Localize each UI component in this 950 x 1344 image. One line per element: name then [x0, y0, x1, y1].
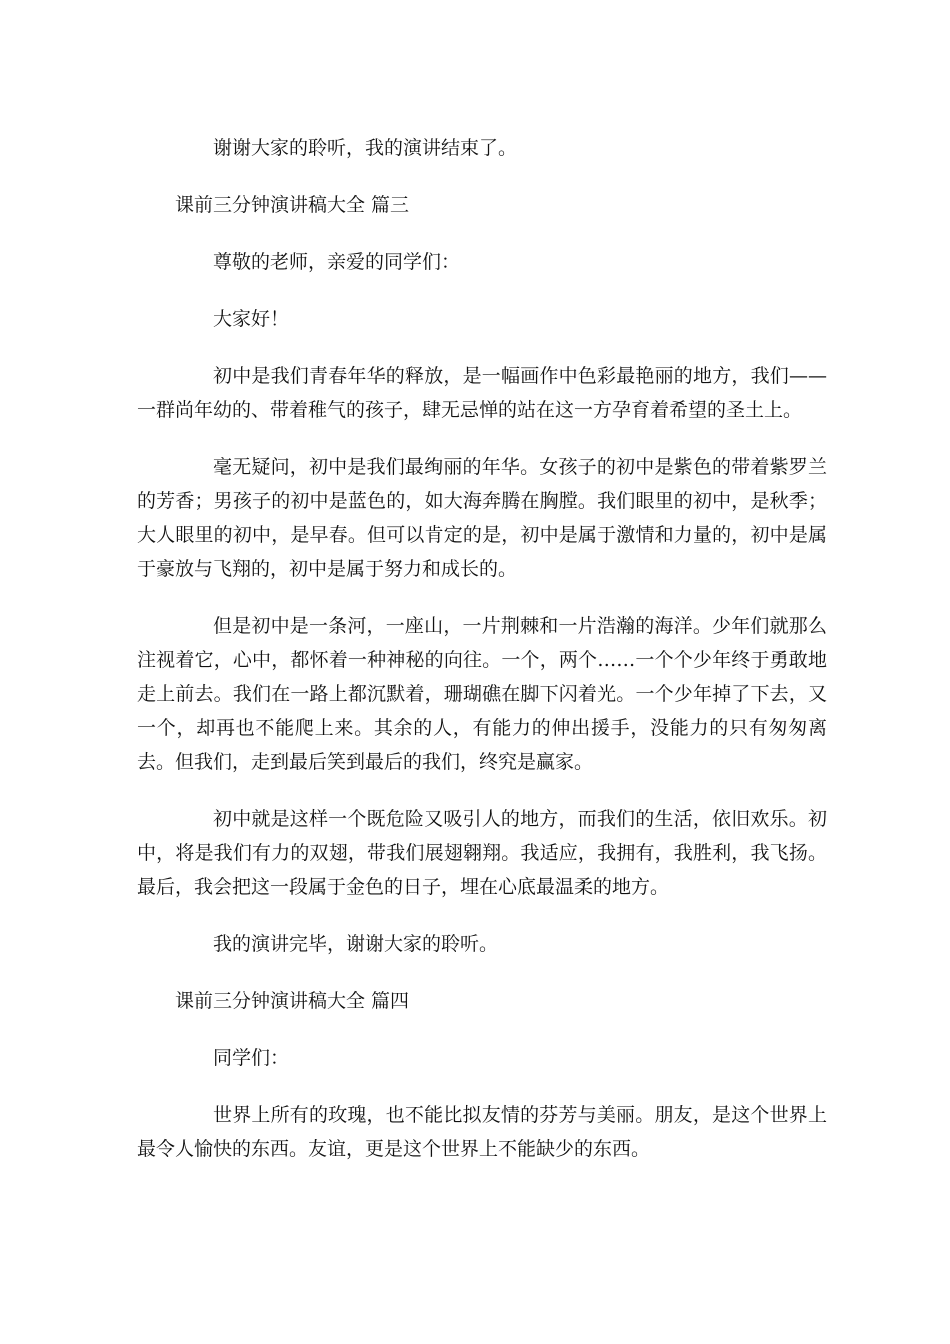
body-paragraph: 毫无疑问，初中是我们最绚丽的年华。女孩子的初中是紫色的带着紫罗兰的芳香；男孩子的初中是蓝色的，如大海奔腾在胸膛。我们眼里的初中，是秋季；大人眼里的初中，是早春。但可以肯定的是，初中是属于激情和力量的，初中是属于豪放与飞翔的，初中是属于努力和成长的。 — [137, 456, 827, 580]
greeting: 大家好！ — [213, 308, 290, 330]
section-heading-4: 课前三分钟演讲稿大全 篇四 — [175, 990, 410, 1012]
body-paragraph: 世界上所有的玫瑰，也不能比拟友情的芬芳与美丽。朋友，是这个世界上最令人愉快的东西。友谊，更是这个世界上不能缺少的东西。 — [137, 1104, 827, 1160]
document-page — [137, 131, 827, 1189]
salutation: 同学们： — [213, 1047, 290, 1069]
body-paragraph: 但是初中是一条河，一座山，一片荆棘和一片浩瀚的海洋。少年们就那么注视着它，心中，都怀着一种神秘的向往。一个，两个……一个个少年终于勇敢地走上前去。我们在一路上都沉默着，珊瑚礁在脚下闪着光。一个少年掉了下去，又一个，却再也不能爬上来。其余的人，有能力的伸出援手，没能力的只有匆匆离去。但我们，走到最后笑到最后的我们，终究是赢家。 — [137, 615, 827, 773]
section-heading-3: 课前三分钟演讲稿大全 篇三 — [175, 194, 410, 216]
closing-line: 我的演讲完毕，谢谢大家的聆听。 — [213, 933, 499, 955]
closing-line: 谢谢大家的聆听，我的演讲结束了。 — [213, 137, 518, 159]
body-paragraph: 初中是我们青春年华的释放，是一幅画作中色彩最艳丽的地方，我们——一群尚年幼的、带着稚气的孩子，肆无忌惮的站在这一方孕育着希望的圣土上。 — [137, 365, 827, 421]
body-paragraph: 初中就是这样一个既危险又吸引人的地方，而我们的生活，依旧欢乐。初中，将是我们有力的双翅，带我们展翅翱翔。我适应，我拥有，我胜利，我飞扬。最后，我会把这一段属于金色的日子，埋在心底最温柔的地方。 — [137, 808, 827, 898]
salutation: 尊敬的老师，亲爱的同学们： — [213, 251, 461, 273]
